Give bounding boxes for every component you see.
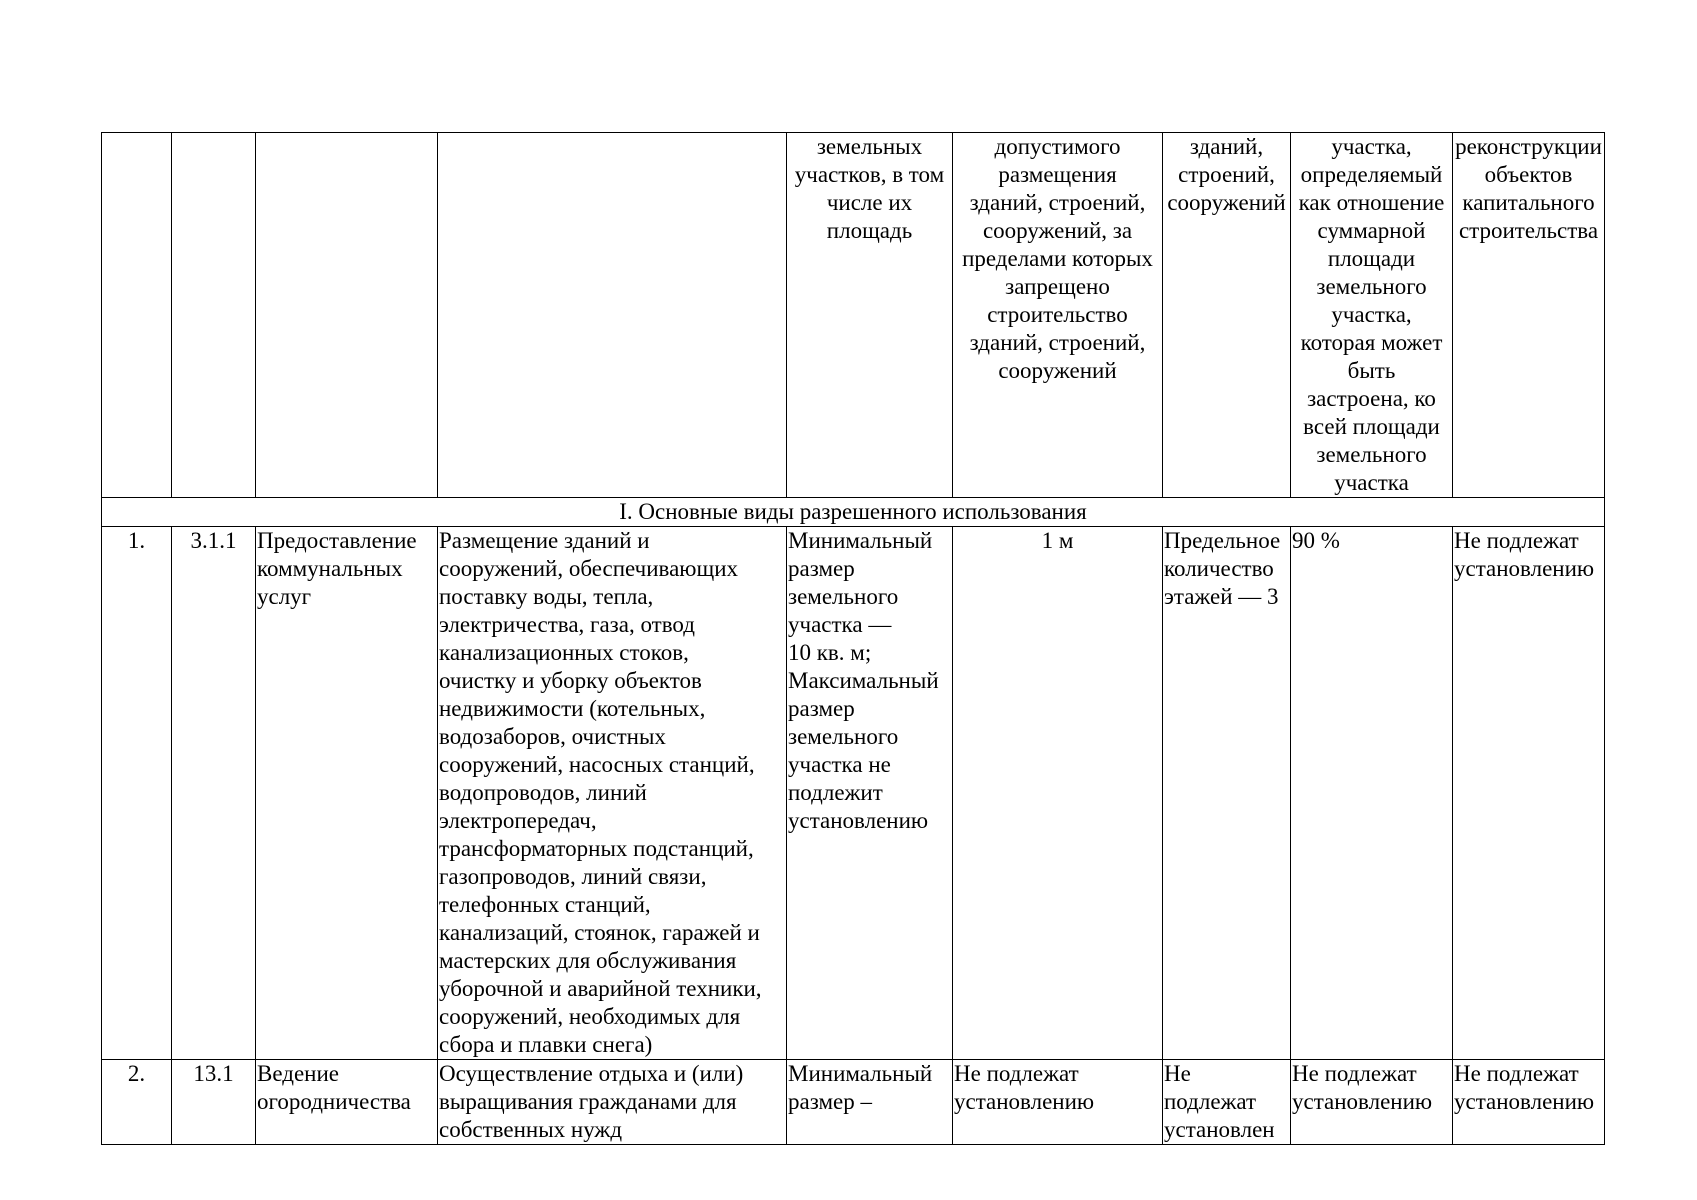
section-title: I. Основные виды разрешенного использования <box>102 498 1605 527</box>
header-cell-code <box>172 133 256 498</box>
row-plot-size: Минимальный размер – <box>787 1060 953 1145</box>
table-row <box>102 527 1605 1060</box>
header-cell-number <box>102 133 172 498</box>
header-cell-floors: зданий, строений, сооружений <box>1163 133 1291 498</box>
row-number: 1. <box>102 527 172 1060</box>
row-coverage: 90 % <box>1291 527 1453 1060</box>
header-cell-reconstruction: реконструкции объектов капитального строительства <box>1453 133 1605 498</box>
section-row <box>102 498 1605 527</box>
table-header-row <box>102 133 1605 498</box>
row-name: Ведение огородничества <box>256 1060 438 1145</box>
header-cell-setback: допустимого размещения зданий, строений, сооружений, за пределами которых запрещено строительство зданий, строений, сооружений <box>953 133 1163 498</box>
row-name: Предоставление коммунальных услуг <box>256 527 438 1060</box>
row-plot-size: Минимальный размер земельного участка — 10 кв. м; Максимальный размер земельного участка не подлежит установлению <box>787 527 953 1060</box>
row-code: 3.1.1 <box>172 527 256 1060</box>
row-description: Размещение зданий и сооружений, обеспечивающих поставку воды, тепла, электричества, газа, отвод канализационных стоков, очистку и уборку объектов недвижимости (котельных, водозаборов, очистных сооружений, насосных станций, водопроводов, линий электропередач, трансформаторных подстанций, газопроводов, линий связи, телефонных станций, канализаций, стоянок, гаражей и мастерских для обслуживания уборочной и аварийной техники, сооружений, необходимых для сбора и плавки снега) <box>438 527 787 1060</box>
row-floors: Не подлежат установлен <box>1163 1060 1291 1145</box>
header-cell-coverage: участка, определяемый как отношение суммарной площади земельного участка, которая может быть застроена, ко всей площади земельного участка <box>1291 133 1453 498</box>
row-number: 2. <box>102 1060 172 1145</box>
header-cell-description <box>438 133 787 498</box>
header-cell-plot-size: земельных участков, в том числе их площадь <box>787 133 953 498</box>
land-use-regulations-table <box>101 132 1605 1145</box>
row-setback: 1 м <box>953 527 1163 1060</box>
row-reconstruction: Не подлежат установлению <box>1453 1060 1605 1145</box>
table-row <box>102 1060 1605 1145</box>
row-floors: Предельное количество этажей — 3 <box>1163 527 1291 1060</box>
header-cell-name <box>256 133 438 498</box>
row-coverage: Не подлежат установлению <box>1291 1060 1453 1145</box>
row-description: Осуществление отдыха и (или) выращивания гражданами для собственных нужд <box>438 1060 787 1145</box>
row-setback: Не подлежат установлению <box>953 1060 1163 1145</box>
row-reconstruction: Не подлежат установлению <box>1453 527 1605 1060</box>
row-code: 13.1 <box>172 1060 256 1145</box>
